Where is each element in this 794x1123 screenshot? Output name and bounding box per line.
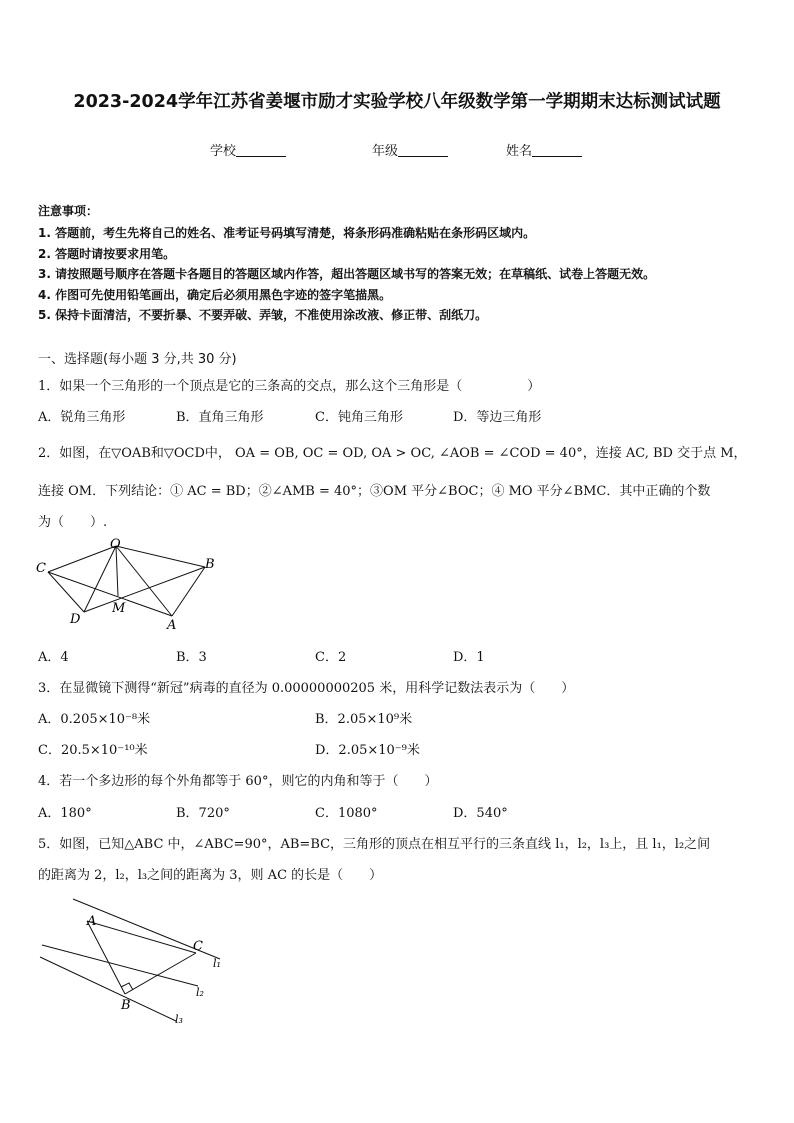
q2-option-b[interactable]: B．3 bbox=[176, 650, 207, 665]
school-blank[interactable] bbox=[236, 142, 286, 157]
label-d: D bbox=[70, 612, 81, 627]
note-item: 1. 答题前，考生先将自己的姓名、准考证号码填写清楚，将条形码准确粘贴在条形码区域内。 bbox=[38, 226, 536, 240]
note-item: 5. 保持卡面清洁，不要折暴、不要弄破、弄皱，不准使用涂改液、修正带、刮纸刀。 bbox=[38, 308, 488, 322]
q5-stem-line2: 的距离为 2，l₂，l₃之间的距离为 3，则 AC 的长是（ ） bbox=[38, 868, 383, 883]
q2-stem-line2: 连接 OM．下列结论：① AC = BD；②∠AMB = 40°；③OM 平分∠BOC；④ MO 平分∠BMC．其中正确的个数 bbox=[38, 484, 711, 499]
q5-figure bbox=[30, 893, 240, 1033]
q2-figure-lines bbox=[48, 546, 205, 616]
q5-stem-line1: 5．如图，已知△ABC 中，∠ABC=90°，AB=BC，三角形的顶点在相互平行的三条直线 l₁，l₂，l₃上，且 l₁，l₂之间 bbox=[38, 837, 711, 852]
note-item: 2. 答题时请按要求用笔。 bbox=[38, 246, 176, 261]
q1-option-b[interactable]: B．直角三角形 bbox=[176, 410, 264, 425]
q4-stem: 4．若一个多边形的每个外角都等于 60°，则它的内角和等于（ ） bbox=[38, 774, 438, 789]
q4-option-c[interactable]: C．1080° bbox=[315, 806, 378, 821]
label-a: A bbox=[167, 618, 177, 632]
label-m: M bbox=[112, 601, 126, 616]
q4-option-b[interactable]: B．720° bbox=[176, 806, 230, 821]
school-label: 学校 bbox=[210, 144, 237, 159]
q4-option-d[interactable]: D．540° bbox=[453, 806, 508, 821]
name-blank[interactable] bbox=[532, 142, 582, 157]
school-field[interactable] bbox=[210, 140, 286, 159]
q3-option-d[interactable]: D．2.05×10⁻⁹米 bbox=[315, 743, 420, 758]
label-l3: l₃ bbox=[175, 1013, 183, 1026]
label-o: O bbox=[110, 537, 121, 552]
label-l1: l₁ bbox=[213, 957, 221, 970]
page-title: 2023-2024学年江苏省姜堰市励才实验学校八年级数学第一学期期末达标测试试题 bbox=[73, 92, 721, 112]
q3-option-b[interactable]: B．2.05×10⁹米 bbox=[315, 712, 413, 727]
label-b: B bbox=[205, 557, 215, 572]
label-c: C bbox=[193, 939, 203, 954]
exam-notes bbox=[38, 202, 778, 326]
label-a: A bbox=[87, 914, 97, 929]
q3-option-c[interactable]: C．20.5×10⁻¹⁰米 bbox=[38, 743, 148, 758]
student-info-row bbox=[0, 140, 794, 160]
note-item: 4. 作图可先使用铅笔画出，确定后必须用黑色字迹的签字笔描黑。 bbox=[38, 287, 392, 302]
grade-label: 年级 bbox=[372, 144, 399, 159]
notes-heading: 注意事项： bbox=[38, 204, 99, 218]
grade-blank[interactable] bbox=[398, 142, 448, 157]
grade-field[interactable] bbox=[372, 140, 448, 159]
q1-option-a[interactable]: A．锐角三角形 bbox=[38, 410, 126, 425]
q2-option-a[interactable]: A．4 bbox=[38, 650, 69, 665]
q2-option-d[interactable]: D．1 bbox=[453, 650, 485, 665]
q1-option-d[interactable]: D．等边三角形 bbox=[453, 410, 542, 425]
q4-option-a[interactable]: A．180° bbox=[38, 806, 92, 821]
note-item: 3. 请按照题号顺序在答题卡各题目的答题区域内作答，超出答题区域书写的答案无效；在草稿纸、试卷上答题无效。 bbox=[38, 267, 656, 281]
label-c: C bbox=[36, 561, 46, 576]
label-b: B bbox=[121, 998, 131, 1013]
name-label: 姓名 bbox=[506, 144, 533, 159]
section-heading: 一、选择题(每小题 3 分,共 30 分) bbox=[38, 352, 237, 367]
q1-stem: 1．如果一个三角形的一个顶点是它的三条高的交点，那么这个三角形是（ ） bbox=[38, 379, 541, 394]
q3-option-a[interactable]: A．0.205×10⁻⁸米 bbox=[38, 712, 151, 727]
q2-figure bbox=[30, 532, 230, 632]
q2-stem-line3: 为（ ）. bbox=[38, 515, 108, 530]
name-field[interactable] bbox=[506, 140, 582, 159]
q3-stem: 3．在显微镜下测得“新冠”病毒的直径为 0.00000000205 米，用科学记数法表示为（ ） bbox=[38, 681, 575, 696]
q2-stem-line1: 2．如图，在▽OAB和▽OCD中， OA = OB, OC = OD, OA > OC, ∠AOB = ∠COD = 40°，连接 AC, BD 交于点 M， bbox=[38, 446, 747, 461]
q1-option-c[interactable]: C．钝角三角形 bbox=[315, 410, 403, 425]
label-l2: l₂ bbox=[196, 986, 204, 999]
q2-option-c[interactable]: C．2 bbox=[315, 650, 347, 665]
